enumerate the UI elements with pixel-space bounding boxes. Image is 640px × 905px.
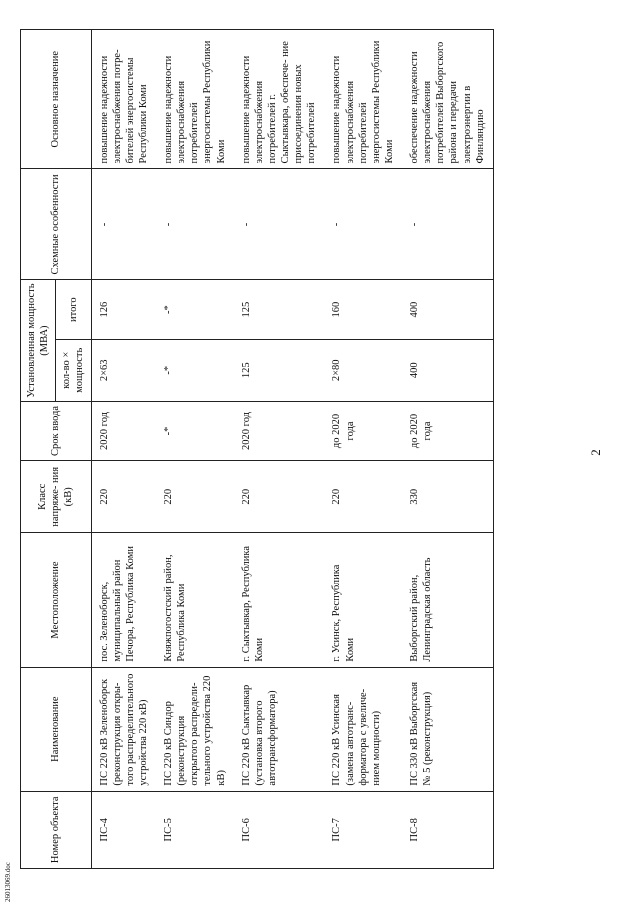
header-voltage: Класс напряже- ния (кВ) <box>21 461 92 533</box>
cell-term: до 2020 года <box>324 401 402 460</box>
cell-cap-total: 126 <box>91 280 156 339</box>
cell-voltage: 220 <box>324 461 402 533</box>
cell-num: ПС-8 <box>402 791 493 868</box>
header-num: Номер объекта <box>21 791 92 868</box>
header-capacity: Установленная мощность (МВА) <box>21 280 56 401</box>
footer-code: 26013069.doc <box>4 862 12 902</box>
cell-num: ПС-5 <box>156 791 234 868</box>
cell-purpose: повышение надежности электроснабжения потребителей энергосистемы Республики Коми <box>324 30 402 169</box>
cell-name: ПС 220 кВ Зеленоборск (реконструкция откры- того распределительного устройства 220 кВ) <box>91 667 156 791</box>
cell-name: ПС 220 кВ Сыктывкар (установка второго автотрансформатора) <box>234 667 325 791</box>
page-number: 2 <box>588 449 603 456</box>
cell-location: Выборгский район, Ленинградская область <box>402 533 493 667</box>
table-row <box>91 30 156 869</box>
cell-voltage: 220 <box>156 461 234 533</box>
cell-term: до 2020 года <box>402 401 493 460</box>
header-name: Наименование <box>21 667 92 791</box>
cell-name: ПС 220 кВ Синдор (реконструкция открытого распредели- тельного устройства 220 кВ) <box>156 667 234 791</box>
cell-purpose: повышение надежности электроснабжения потре- бителей энергосистемы Республики Коми <box>91 30 156 169</box>
cell-schema: - <box>234 169 325 280</box>
cell-location: г. Сыктывкар, Республика Коми <box>234 533 325 667</box>
header-term: Срок ввода <box>21 401 92 460</box>
cell-name: ПС 330 кВ Выборгская № 5 (реконструкция) <box>402 667 493 791</box>
cell-location: Княжпогостский район, Республика Коми <box>156 533 234 667</box>
cell-cap-total: 125 <box>234 280 325 339</box>
cell-voltage: 330 <box>402 461 493 533</box>
header-cap-total: итого <box>56 280 91 339</box>
cell-cap-total: -* <box>156 280 234 339</box>
cell-num: ПС-7 <box>324 791 402 868</box>
cell-cap-total: 160 <box>324 280 402 339</box>
cell-cap-qty: 400 <box>402 339 493 401</box>
cell-voltage: 220 <box>234 461 325 533</box>
cell-cap-qty: 2×63 <box>91 339 156 401</box>
cell-location: пос. Зеленоборск, муниципальный район Печора, Республика Коми <box>91 533 156 667</box>
cell-cap-qty: -* <box>156 339 234 401</box>
cell-cap-qty: 125 <box>234 339 325 401</box>
cell-term: 2020 год <box>91 401 156 460</box>
table-row <box>402 30 493 869</box>
cell-term: 2020 год <box>234 401 325 460</box>
header-cap-qty: кол-во × мощность <box>56 339 91 401</box>
header-location: Местоположение <box>21 533 92 667</box>
header-schema: Схемные особенности <box>21 169 92 280</box>
cell-purpose: повышение надежности электроснабжения потребителей г. Сыктывкара, обеспече- ние присоединения новых потребителей <box>234 30 325 169</box>
table-header-row <box>21 30 56 869</box>
cell-purpose: обеспечение надежности электроснабжения потребителей Выборгского района и передачи электроэнергии в Финляндию <box>402 30 493 169</box>
cell-voltage: 220 <box>91 461 156 533</box>
cell-num: ПС-4 <box>91 791 156 868</box>
table-row <box>156 30 234 869</box>
cell-purpose: повышение надежности электроснабжения потребителей энергосистемы Республики Коми <box>156 30 234 169</box>
cell-schema: - <box>156 169 234 280</box>
cell-num: ПС-6 <box>234 791 325 868</box>
cell-term: -* <box>156 401 234 460</box>
cell-name: ПС 220 кВ Усинская (замена автотранс- форматора с увеличе- нием мощности) <box>324 667 402 791</box>
cell-schema: - <box>324 169 402 280</box>
cell-schema: - <box>91 169 156 280</box>
cell-cap-total: 400 <box>402 280 493 339</box>
header-purpose: Основное назначение <box>21 30 92 169</box>
cell-location: г. Усинск, Республика Коми <box>324 533 402 667</box>
table-row <box>324 30 402 869</box>
cell-schema: - <box>402 169 493 280</box>
cell-cap-qty: 2×80 <box>324 339 402 401</box>
table-row <box>234 30 325 869</box>
objects-table <box>20 29 494 869</box>
